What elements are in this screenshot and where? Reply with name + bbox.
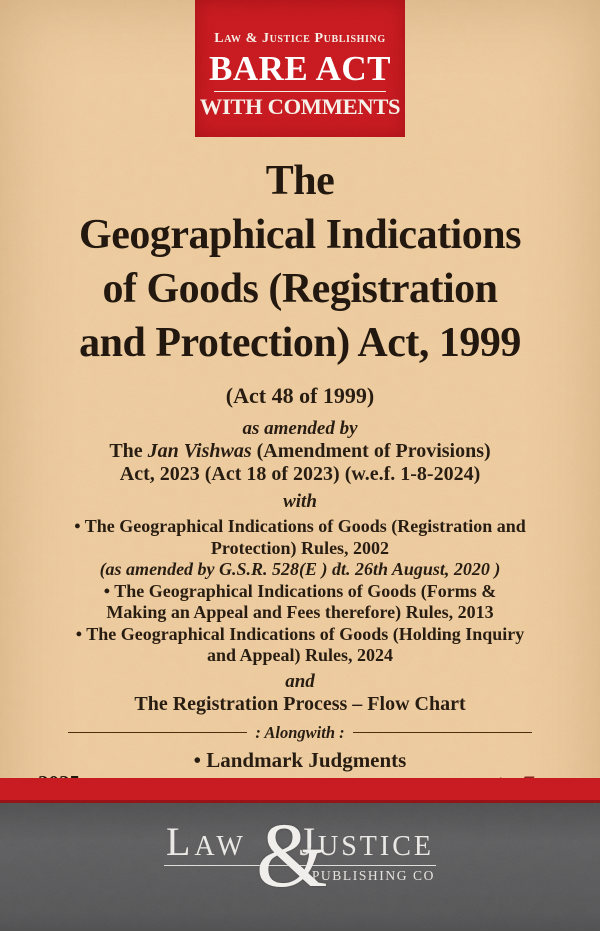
series-title: BARE ACT [209,49,391,88]
landmark-judgments-line: • Landmark Judgments [193,747,407,772]
logo-law-text: Law [166,819,247,864]
title-line: The [265,158,335,204]
rules-line: and Appeal) Rules, 2024 [206,645,394,665]
amendment-prefix: The [109,440,148,462]
alongwith-label: : Alongwith : [255,722,345,742]
book-title [0,154,600,370]
title-line: of Goods (Registration [102,266,498,312]
and-label: and [285,670,315,692]
logo-ampersand: & [256,804,328,906]
red-stripe [0,778,600,803]
amendment-line-2: Act, 2023 (Act 18 of 2023) (w.e.f. 1-8-2024) [119,463,481,485]
rules-line: • The Geographical Indications of Goods (Forms & [103,580,497,601]
act-number: (Act 48 of 1999) [225,383,375,408]
cover-main [0,154,600,796]
title-line: and Protection) Act, 1999 [79,320,521,366]
rules-line: • The Geographical Indications of Goods (Registration and [74,516,526,536]
gray-band [0,803,600,931]
rules-amendment-note: (as amended by G.S.R. 528(E ) dt. 26th August, 2020 ) [99,559,501,579]
amendment-line-1 [0,440,600,463]
amended-by-label: as amended by [242,418,358,439]
series-badge [195,0,405,137]
logo-publishing-co-text: PUBLISHING CO [311,868,435,883]
flow-chart-line: The Registration Process – Flow Chart [134,692,466,715]
rules-line: Making an Appeal and Fees therefore) Rules, 2013 [106,602,494,622]
rules-line: Protection) Rules, 2002 [210,537,390,558]
series-subtitle: WITH COMMENTS [199,93,401,119]
badge-divider [214,91,386,92]
alongwith-divider [68,723,532,743]
included-rules-list [0,516,600,667]
amendment-act-name: Jan Vishwas [147,440,252,462]
rules-line: • The Geographical Indications of Goods (Holding Inquiry [75,623,525,644]
title-line: Geographical Indications [79,212,521,258]
cover-bottom [0,778,600,931]
with-label: with [283,491,317,512]
amendment-suffix: (Amendment of Provisions) [251,440,491,462]
publisher-name: Law & Justice Publishing [214,31,386,46]
publisher-logo [164,803,436,906]
logo-justice-text: Justice [299,819,434,864]
